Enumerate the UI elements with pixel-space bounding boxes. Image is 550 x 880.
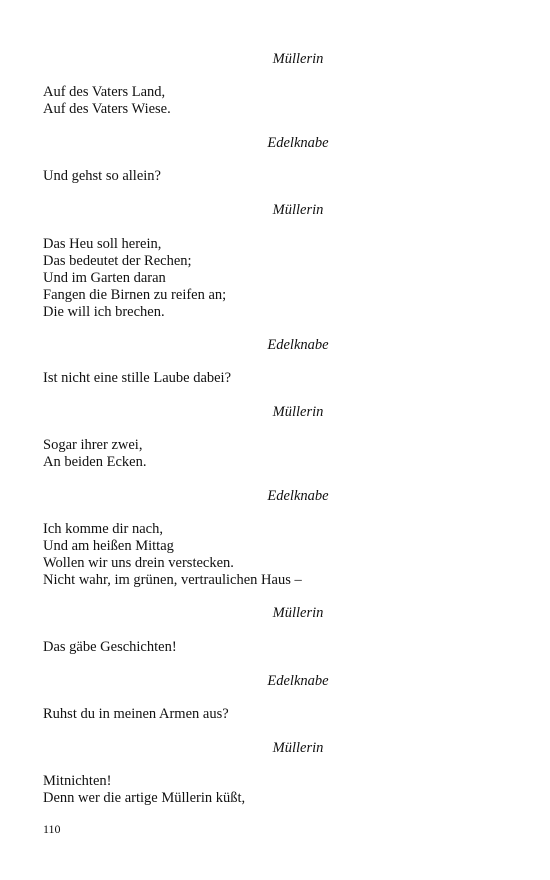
verse-line: Ich komme dir nach, [43,521,163,537]
speaker-label: Edelknabe [267,488,329,504]
verse-line: Das Heu soll herein, [43,236,162,252]
verse-stanza [0,521,550,589]
verse-line: Mitnichten! [43,773,112,789]
verse-line: Und gehst so allein? [43,168,161,184]
verse-line: Fangen die Birnen zu reifen an; [43,287,227,303]
verse-line: Das bedeutet der Rechen; [43,253,192,269]
verse-line: Ist nicht eine stille Laube dabei? [43,370,232,386]
verse-line: An beiden Ecken. [43,454,147,470]
speaker-label: Müllerin [272,202,324,218]
verse-line: Das gäbe Geschichten! [43,639,177,655]
page-number: 110 [43,822,61,836]
speaker-label: Edelknabe [267,135,329,151]
verse-line: Sogar ihrer zwei, [43,437,143,453]
speaker-label: Edelknabe [267,673,329,689]
verse-line: Die will ich brechen. [43,304,165,320]
verse-line: Wollen wir uns drein verstecken. [43,555,234,571]
speaker-label: Müllerin [272,51,324,67]
verse-line: Auf des Vaters Wiese. [43,101,171,117]
speaker-label: Müllerin [272,605,324,621]
verse-stanza [0,706,550,723]
verse-line: Denn wer die artige Müllerin küßt, [43,790,246,806]
verse-stanza [0,370,550,387]
verse-stanza [0,236,550,321]
verse-stanza [0,437,550,471]
verse-line: Nicht wahr, im grünen, vertraulichen Haus – [43,572,302,588]
verse-stanza [0,773,550,807]
verse-stanza [0,168,550,185]
verse-line: Auf des Vaters Land, [43,84,166,100]
verse-line: Und am heißen Mittag [43,538,174,554]
speaker-label: Müllerin [272,404,324,420]
verse-stanza [0,639,550,656]
verse-stanza [0,84,550,118]
speaker-label: Müllerin [272,740,324,756]
verse-line: Und im Garten daran [43,270,166,286]
speaker-label: Edelknabe [267,337,329,353]
verse-line: Ruhst du in meinen Armen aus? [43,706,229,722]
